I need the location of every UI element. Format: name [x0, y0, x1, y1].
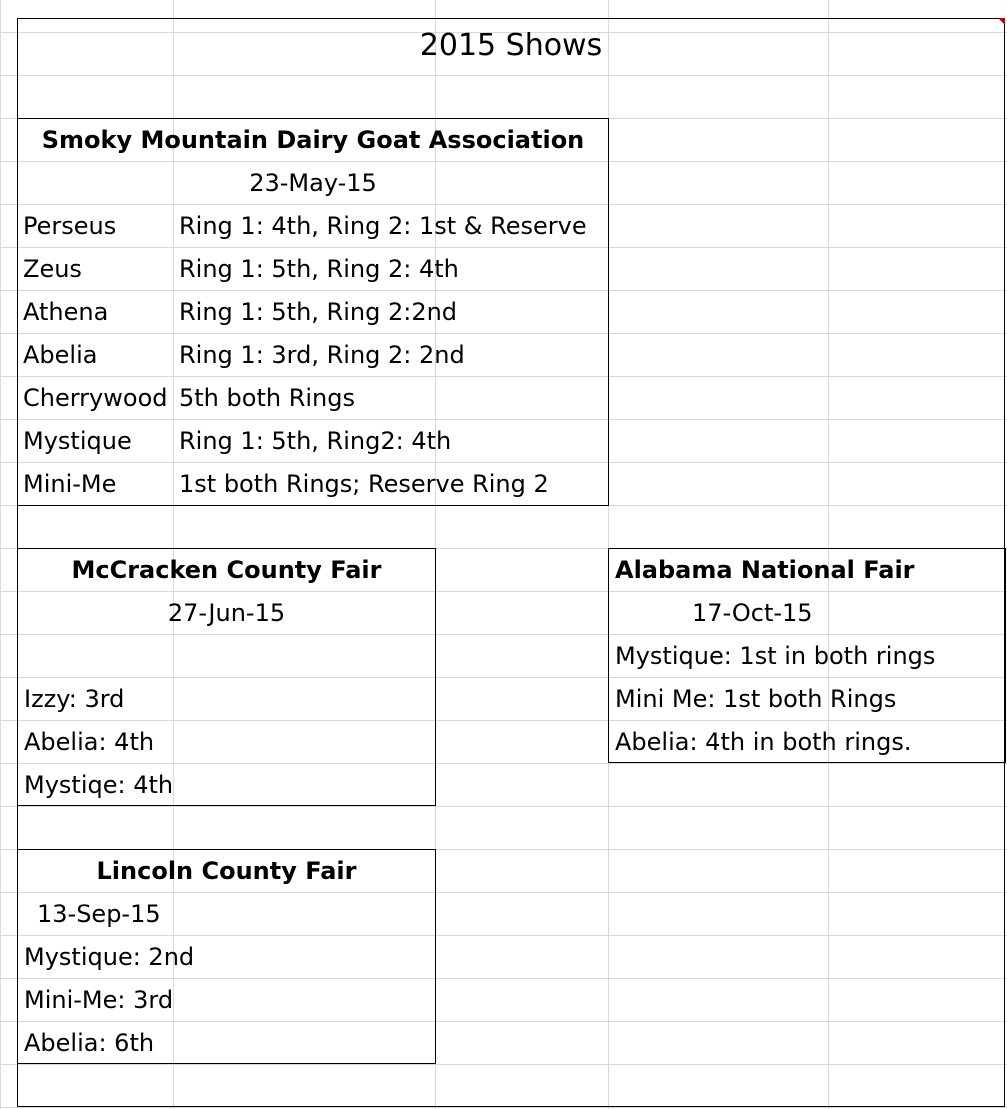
goat-name: Mystique	[23, 427, 132, 455]
result-line: Mini-Me: 3rd	[24, 986, 174, 1014]
goat-name: Cherrywood	[23, 384, 168, 412]
show-name: Alabama National Fair	[615, 556, 915, 584]
goat-result: Ring 1: 5th, Ring 2: 4th	[179, 255, 459, 283]
result-line: Mini Me: 1st both Rings	[615, 685, 897, 713]
result-line: Mystique: 1st in both rings	[615, 642, 936, 670]
goat-result: Ring 1: 5th, Ring 2:2nd	[179, 298, 458, 326]
show-name: McCracken County Fair	[71, 556, 382, 584]
show-date: 23-May-15	[249, 169, 377, 197]
goat-result: Ring 1: 3rd, Ring 2: 2nd	[179, 341, 465, 369]
goat-result: 1st both Rings; Reserve Ring 2	[179, 470, 549, 498]
show-date: 27-Jun-15	[167, 599, 286, 627]
result-line: Abelia: 4th in both rings.	[615, 728, 912, 756]
result-line: Abelia: 6th	[24, 1029, 155, 1057]
show-date: 13-Sep-15	[37, 900, 161, 928]
result-line: Mystique: 2nd	[24, 943, 195, 971]
result-line: Abelia: 4th	[24, 728, 155, 756]
goat-name: Athena	[23, 298, 109, 326]
goat-name: Mini-Me	[23, 470, 117, 498]
show-name: Lincoln County Fair	[96, 857, 357, 885]
result-line: Izzy: 3rd	[24, 685, 125, 713]
mccracken-block	[17, 548, 436, 806]
goat-result: 5th both Rings	[179, 384, 355, 412]
result-line: Mystiqe: 4th	[24, 771, 174, 799]
show-date: 17-Oct-15	[692, 599, 813, 627]
alabama-block	[608, 548, 1006, 763]
page-title: 2015 Shows	[419, 28, 603, 63]
goat-result: Ring 1: 4th, Ring 2: 1st & Reserve	[179, 212, 587, 240]
goat-name: Zeus	[23, 255, 82, 283]
lincoln-block	[17, 849, 436, 1064]
goat-name: Perseus	[23, 212, 117, 240]
goat-result: Ring 1: 5th, Ring2: 4th	[179, 427, 452, 455]
show-name: Smoky Mountain Dairy Goat Association	[41, 126, 585, 154]
goat-name: Abelia	[23, 341, 98, 369]
